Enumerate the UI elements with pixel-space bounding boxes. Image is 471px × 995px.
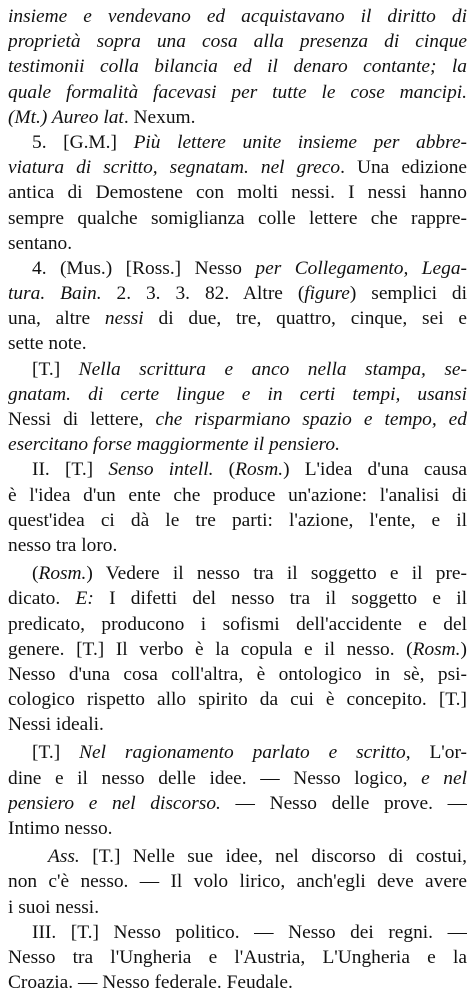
italic-text-run: Rosm. [412,638,461,660]
text-line [8,533,467,558]
text-line [8,561,467,586]
text-run: , L'or- [405,742,467,764]
text-line [8,687,467,712]
text-line [8,662,467,687]
italic-text-run: testimonii colla bilancia ed il denaro contante; la [8,56,467,78]
italic-text-run: Rosm. [235,459,284,481]
text-line [8,791,467,816]
text-run: ) L'idea d'una causa [283,459,467,481]
italic-text-run: figure [304,283,350,305]
text-run: 4. (Mus.) [Ross.] Nesso [32,257,256,279]
text-run: [T.] Nelle sue idee, nel discorso di costui, [79,846,467,868]
text-run: I difetti del nesso tra il soggetto e il [93,588,467,610]
text-line [8,586,467,611]
text-run: ) semplici di [349,283,467,305]
text-line [8,457,467,482]
text-line [8,740,467,765]
text-run: ) [460,638,467,660]
italic-text-run: Più lettere unite insieme per abbre- [133,131,467,153]
text-run: una, altre [8,308,105,330]
text-line [8,231,467,256]
text-run: cologico rispetto allo spirito da cui è concepito. [T.] [8,689,467,711]
italic-text-run: viatura di scritto, segnatam. nel greco [8,157,341,179]
text-line [8,766,467,791]
text-line [8,407,467,432]
text-run: è l'idea d'un ente che produce un'azione: l'analisi di [8,484,467,506]
text-line [8,970,467,995]
text-line [8,256,467,281]
text-line [8,483,467,508]
text-line [8,432,467,457]
text-run: dicato. [8,588,76,610]
italic-text-run: nessi [104,308,144,330]
italic-text-run: quale formalità facevasi per tutte le cose mancipi. [8,81,467,103]
text-run: ( [213,459,236,481]
text-run: nesso tra loro. [8,534,118,556]
italic-text-run: E: [75,588,94,610]
italic-text-run: esercitano forse maggiormente il pensiero. [8,434,340,456]
italic-text-run: pensiero e nel discorso. [8,792,221,814]
text-run: Nessi di lettere, [8,409,156,430]
text-line [8,281,467,306]
text-run: genere. [T.] Il verbo è la copula e il nesso. ( [8,638,413,660]
text-line [8,869,467,894]
italic-text-run: Rosm. [38,563,87,585]
text-run: non c'è nesso. — Il volo lirico, anch'egli deve avere [8,871,467,893]
text-run: i suoi nessi. [8,896,100,918]
italic-text-run: tura. Bain. [8,283,117,305]
italic-text-run: che risparmiano spazio e tempo, ed [155,409,467,430]
text-line [8,357,467,382]
text-line [8,637,467,662]
text-run: Nessi ideali. [8,714,104,736]
text-line [8,712,467,737]
text-line [8,4,467,29]
text-run: sempre qualche somiglianza colle lettere che rappre- [8,207,467,229]
text-run: Croazia. — Nesso federale. Feudale. [8,972,293,994]
text-line [8,206,467,231]
text-run: III. [T.] Nesso politico. — Nesso dei regni. — [32,921,467,943]
text-run: ) Vedere il nesso tra il soggetto e il pre- [86,563,467,585]
text-run: . Una edizione [340,157,467,179]
text-line [8,844,467,869]
text-line [8,105,467,130]
dictionary-page [0,4,471,994]
text-run: antica di Demostene con molti nessi. I nessi hanno [8,182,467,204]
text-run: sette note. [8,333,87,355]
text-line [8,382,467,407]
text-line [8,54,467,79]
text-run: Intimo nesso. [8,818,113,839]
italic-text-run: Nel ragionamento parlato e scritto [79,742,406,764]
text-line [8,130,467,155]
text-run: predicato, producono i sofismi dell'accidente e del [8,613,467,635]
italic-text-run: per Collegamento, Lega- [255,257,467,279]
text-run: . Nexum. [123,106,196,128]
text-run: II. [T.] [32,459,109,481]
text-line [8,920,467,945]
text-run: dine e il nesso delle idee. — Nesso logico, [8,767,422,789]
text-line [8,306,467,331]
italic-text-run: Ass. [48,846,80,868]
text-line [8,612,467,637]
text-run: — Nesso delle prove. — [220,792,467,814]
italic-text-run: Nella scrittura e anco nella stampa, se- [78,358,467,380]
text-run: [T.] [32,358,79,380]
text-line [8,895,467,920]
text-run: 2. 3. 3. 82. Altre ( [116,283,305,305]
text-run: di due, tre, quattro, cinque, sei e [143,308,467,330]
text-line [8,155,467,180]
italic-text-run: Aureo [51,106,104,128]
italic-text-run: gnatam. di certe lingue e in certi tempi, usansi [8,383,467,405]
text-line [8,508,467,533]
text-run: sentano. [8,232,73,254]
text-line [8,945,467,970]
italic-text-run: e nel [421,767,467,789]
text-line [8,180,467,205]
text-run: ( [32,563,39,585]
text-line [8,331,467,356]
text-run: 5. [G.M.] [32,131,134,153]
italic-text-run: proprietà sopra una cosa alla presenza di cinque [8,31,467,53]
italic-text-run: insieme e vendevano ed acquistavano il diritto di [8,6,467,27]
text-run: quest'idea ci dà le tre parti: l'azione, l'ente, e il [8,509,467,531]
italic-text-run: (Mt.) [8,106,52,128]
text-line [8,29,467,54]
italic-text-run: Senso intell. [108,459,214,481]
text-run: [T.] [32,742,80,764]
text-run: Nesso d'una cosa coll'altra, è ontologico in sè, psi- [8,663,467,685]
italic-text-run: lat [103,106,124,128]
text-line [8,80,467,105]
text-run: Nesso tra l'Ungheria e l'Austria, L'Ungheria e la [8,946,467,968]
